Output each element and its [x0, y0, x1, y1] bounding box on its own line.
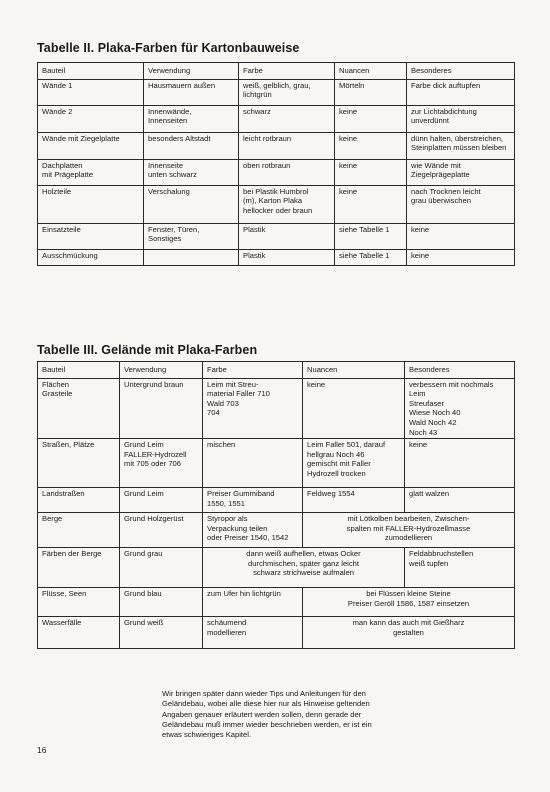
table-cell: Farbe dick auftupfen — [407, 79, 515, 105]
table2-header-row — [38, 63, 515, 80]
table-cell: dann weiß aufhellen, etwas Ocker durchmischen, später ganz leicht schwarz strichweise aufmalen — [203, 548, 405, 588]
table-cell: keine — [335, 132, 407, 159]
table-cell: Berge — [38, 513, 120, 548]
table-cell: dünn halten, überstreichen, Steinplatten müssen bleiben — [407, 132, 515, 159]
table-cell: Wände 2 — [38, 105, 144, 132]
table-row — [38, 378, 515, 439]
table-cell: Färben der Berge — [38, 548, 120, 588]
table-cell: Innenwände, Innenseiten — [144, 105, 239, 132]
table-row — [38, 548, 515, 588]
table-row — [38, 488, 515, 513]
table-cell: Plastik — [239, 249, 335, 265]
table-cell: siehe Tabelle 1 — [335, 223, 407, 249]
table-cell: Styropor als Verpackung teilen oder Preiser 1540, 1542 — [203, 513, 303, 548]
table-cell: Leim mit Streu- material Faller 710 Wald 703 704 — [203, 378, 303, 439]
table-cell: Fenster, Türen, Sonstiges — [144, 223, 239, 249]
page-number: 16 — [37, 745, 47, 755]
table-cell: Landstraßen — [38, 488, 120, 513]
table-cell: keine — [335, 185, 407, 223]
table-cell: Flächen Grasteile — [38, 378, 120, 439]
table-cell: bei Flüssen kleine Steine Preiser Geröll 1586, 1587 einsetzen — [303, 588, 515, 617]
header-farbe: Farbe — [203, 362, 303, 379]
table-cell: siehe Tabelle 1 — [335, 249, 407, 265]
table-row — [38, 105, 515, 132]
table-cell: Hausmauern außen — [144, 79, 239, 105]
table-row — [38, 439, 515, 488]
table-cell: bei Plastik Humbrol (m), Karton Plaka hellocker oder braun — [239, 185, 335, 223]
table-cell: Grund Holzgerüst — [120, 513, 203, 548]
header-verwendung: Verwendung — [120, 362, 203, 379]
table-cell: verbessern mit nochmals Leim Streufaser Wiese Noch 40 Wald Noch 42 Noch 43 — [405, 378, 515, 439]
header-verwendung: Verwendung — [144, 63, 239, 80]
table-cell: keine — [407, 223, 515, 249]
table-cell: keine — [303, 378, 405, 439]
table-cell: Feldabbruchstellen weiß tupfen — [405, 548, 515, 588]
table-cell: keine — [335, 105, 407, 132]
table-row — [38, 249, 515, 265]
table-cell: Wände mit Ziegelplatte — [38, 132, 144, 159]
table-cell: leicht rotbraun — [239, 132, 335, 159]
table-cell: Grund Leim — [120, 488, 203, 513]
header-besonderes: Besonderes — [405, 362, 515, 379]
table-cell: Untergrund braun — [120, 378, 203, 439]
table-cell: besonders Altstadt — [144, 132, 239, 159]
table-row — [38, 79, 515, 105]
header-farbe: Farbe — [239, 63, 335, 80]
table2 — [37, 62, 515, 266]
table-cell: Mörteln — [335, 79, 407, 105]
table-cell: wie Wände mit Ziegelprägeplatte — [407, 159, 515, 185]
table-cell: Einsatzteile — [38, 223, 144, 249]
table-cell: Straßen, Plätze — [38, 439, 120, 488]
table-cell: mit Lötkolben bearbeiten, Zwischen- spalten mit FALLER-Hydrozellmasse zumodellieren — [303, 513, 515, 548]
table-cell: Wasserfälle — [38, 617, 120, 649]
table-cell: Dachplatten mit Prägeplatte — [38, 159, 144, 185]
table-row — [38, 132, 515, 159]
table-cell: oben rotbraun — [239, 159, 335, 185]
table-cell: mischen — [203, 439, 303, 488]
table-cell: schäumend modellieren — [203, 617, 303, 649]
table-row — [38, 185, 515, 223]
table-cell: keine — [405, 439, 515, 488]
header-bauteil: Bauteil — [38, 63, 144, 80]
table-cell: zum Ufer hin lichtgrün — [203, 588, 303, 617]
header-bauteil: Bauteil — [38, 362, 120, 379]
table-cell: Plastik — [239, 223, 335, 249]
table-cell: glatt walzen — [405, 488, 515, 513]
header-nuancen: Nuancen — [303, 362, 405, 379]
table-row — [38, 513, 515, 548]
table-cell: Grund grau — [120, 548, 203, 588]
table-row — [38, 159, 515, 185]
table-cell: keine — [407, 249, 515, 265]
table-row — [38, 617, 515, 649]
table-cell: Holzteile — [38, 185, 144, 223]
table-cell: zur Lichtabdichtung unverdünnt — [407, 105, 515, 132]
table-cell: Ausschmückung — [38, 249, 144, 265]
table-cell: man kann das auch mit Gießharz gestalten — [303, 617, 515, 649]
table-cell: keine — [335, 159, 407, 185]
table3 — [37, 361, 515, 649]
table-cell: Leim Faller 501, darauf hellgrau Noch 46 gemischt mit Faller Hydrozell trocken — [303, 439, 405, 488]
closing-note: Wir bringen später dann wieder Tips und Anleitungen für den Geländebau, wobei alle diese hier nur als Hinweise geltenden Angaben genauer erläutert werden sollen, denn gerade der Geländebau muß immer wieder beschrieben werden, er ist ein etwas schwieriges Kapitel. — [162, 689, 372, 740]
header-nuancen: Nuancen — [335, 63, 407, 80]
table-cell: Verschalung — [144, 185, 239, 223]
table-cell: Feldweg 1554 — [303, 488, 405, 513]
header-besonderes: Besonderes — [407, 63, 515, 80]
table-cell: Flüsse, Seen — [38, 588, 120, 617]
table-cell: nach Trocknen leicht grau überwischen — [407, 185, 515, 223]
table-cell: Grund weiß — [120, 617, 203, 649]
table-cell: weiß, gelblich, grau, lichtgrün — [239, 79, 335, 105]
table-cell: Grund blau — [120, 588, 203, 617]
table-cell — [144, 249, 239, 265]
table2-title: Tabelle II. Plaka-Farben für Kartonbauweise — [37, 41, 300, 55]
table-cell: Preiser Gummiband 1550, 1551 — [203, 488, 303, 513]
table-row — [38, 588, 515, 617]
table3-header-row — [38, 362, 515, 379]
table3-title: Tabelle III. Gelände mit Plaka-Farben — [37, 343, 258, 357]
table-cell: schwarz — [239, 105, 335, 132]
table-cell: Grund Leim FALLER-Hydrozell mit 705 oder 706 — [120, 439, 203, 488]
table-cell: Innenseite unten schwarz — [144, 159, 239, 185]
table-row — [38, 223, 515, 249]
table-cell: Wände 1 — [38, 79, 144, 105]
